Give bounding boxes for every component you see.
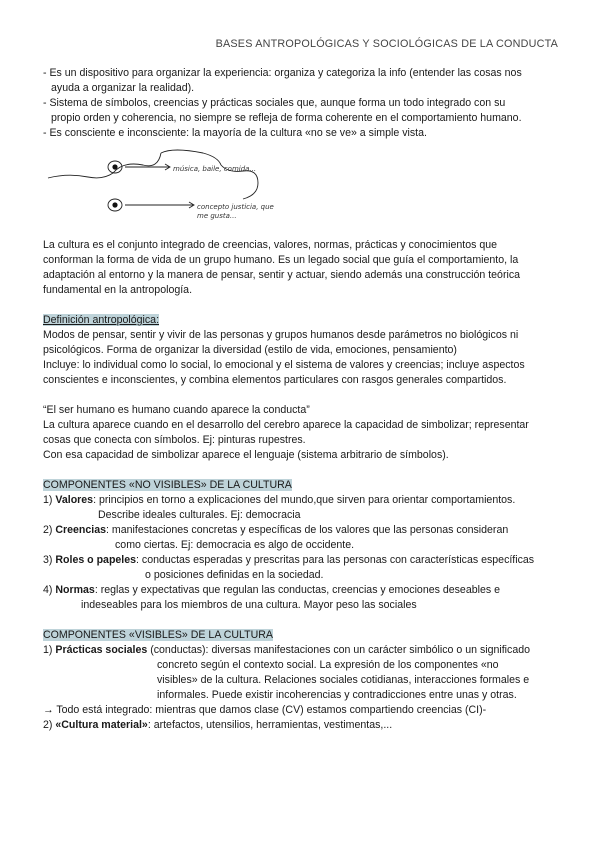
- term-practicas: Prácticas sociales: [55, 644, 148, 656]
- iceberg-sketch: [43, 143, 563, 223]
- term-valores: Valores: [55, 494, 94, 506]
- list-item-beliefs: 2) Creencias: manifestaciones concretas y específicas de los valores que las personas consideran: [43, 524, 509, 536]
- intro-line: - Sistema de símbolos, creencias y prácticas sociales que, aunque forma un todo integrado con su: [43, 97, 506, 109]
- list-item-practices-cont: concreto según el contexto social. La expresión de los componentes «no: [157, 659, 499, 671]
- definition-line: adaptación al entorno y la manera de pensar, sentir y actuar, siendo además una construcción teórica: [43, 269, 521, 281]
- definition-line: fundamental en la antropología.: [43, 284, 193, 296]
- list-item-roles: 3) Roles o papeles: conductas esperadas y prescritas para las personas con características específicas: [43, 554, 535, 566]
- quote-line: cosas que conecta con símbolos. Ej: pinturas rupestres.: [43, 434, 306, 446]
- sketch-note-invisible-1: concepto justicia, que: [197, 203, 274, 211]
- anthro-line: Modos de pensar, sentir y vivir de las personas y grupos humanos desde parámetros no biológicos ni: [43, 329, 519, 341]
- list-item-practices: 1) Prácticas sociales (conductas): diversas manifestaciones con un carácter simbólico o un significado: [43, 644, 531, 656]
- sketch-note-invisible-2: me gusta...: [197, 212, 237, 220]
- intro-line: propio orden y coherencia, no siempre se refleja de forma coherente en el comportamiento humano.: [51, 112, 522, 124]
- quote-line: “El ser humano es humano cuando aparece la conducta”: [43, 404, 310, 416]
- iceberg-drawing: [43, 143, 563, 223]
- visible-heading: COMPONENTES «VISIBLES» DE LA CULTURA: [43, 629, 273, 641]
- list-item-values-cont: Describe ideales culturales. Ej: democracia: [98, 509, 301, 521]
- sketch-note-visible: música, baile, comida...: [173, 165, 257, 173]
- intro-line: - Es un dispositivo para organizar la experiencia: organiza y categoriza la info (entender las cosas nos: [43, 67, 522, 79]
- anthro-heading: Definición antropológica:: [43, 314, 160, 326]
- quote-line: Con esa capacidad de simbolizar aparece el lenguaje (sistema arbitrario de símbolos).: [43, 449, 449, 461]
- term-cultura-material: «Cultura material»: [55, 719, 148, 731]
- list-item-values: 1) Valores: principios en torno a explicaciones del mundo,que sirven para orientar comportamientos.: [43, 494, 516, 506]
- list-item-beliefs-cont: como ciertas. Ej: democracia es algo de occidente.: [115, 539, 355, 551]
- term-roles: Roles o papeles: [55, 554, 137, 566]
- anthro-line: psicológicos. Forma de organizar la diversidad (estilo de vida, emociones, pensamiento): [43, 344, 457, 356]
- term-creencias: Creencias: [55, 524, 107, 536]
- list-item-practices-cont: informales. Puede existir incoherencias y contradicciones entre unas y otras.: [157, 689, 517, 701]
- intro-line: ayuda a organizar la realidad).: [51, 82, 195, 94]
- list-item-roles-cont: o posiciones definidas en la sociedad.: [145, 569, 324, 581]
- term-normas: Normas: [55, 584, 95, 596]
- invisible-heading: COMPONENTES «NO VISIBLES» DE LA CULTURA: [43, 479, 292, 491]
- list-item-norms: 4) Normas: reglas y expectativas que regulan las conductas, creencias y emociones deseables e: [43, 584, 500, 596]
- page-header: BASES ANTROPOLÓGICAS Y SOCIOLÓGICAS DE LA CONDUCTA: [215, 38, 558, 50]
- integration-note: → Todo está integrado: mientras que damos clase (CV) estamos compartiendo creencias (CI)-: [43, 704, 487, 716]
- list-item-material: 2) «Cultura material»: artefactos, utensilios, herramientas, vestimentas,...: [43, 719, 393, 731]
- list-item-practices-cont: visibles» de la cultura. Relaciones sociales cotidianas, interacciones formales e: [157, 674, 530, 686]
- anthro-line: Incluye: lo individual como lo social, lo emocional y el sistema de valores y creencias; incluye aspectos: [43, 359, 525, 371]
- list-item-norms-cont: indeseables para los miembros de una cultura. Mayor peso las sociales: [81, 599, 417, 611]
- definition-line: conforman la forma de vida de un grupo humano. Es un legado social que guía el comportamiento, la: [43, 254, 519, 266]
- intro-line: - Es consciente e inconsciente: la mayoría de la cultura «no se ve» a simple vista.: [43, 127, 427, 139]
- definition-line: La cultura es el conjunto integrado de creencias, valores, normas, prácticas y conocimientos que: [43, 239, 498, 251]
- lower-dot: [112, 202, 117, 207]
- document-body: [43, 66, 563, 733]
- quote-line: La cultura aparece cuando en el desarrollo del cerebro aparece la capacidad de simbolizar; representar: [43, 419, 529, 431]
- upper-dot: [112, 164, 117, 169]
- anthro-line: conscientes e inconscientes, y combina elementos particulares con rasgos generales compartidos.: [43, 374, 507, 386]
